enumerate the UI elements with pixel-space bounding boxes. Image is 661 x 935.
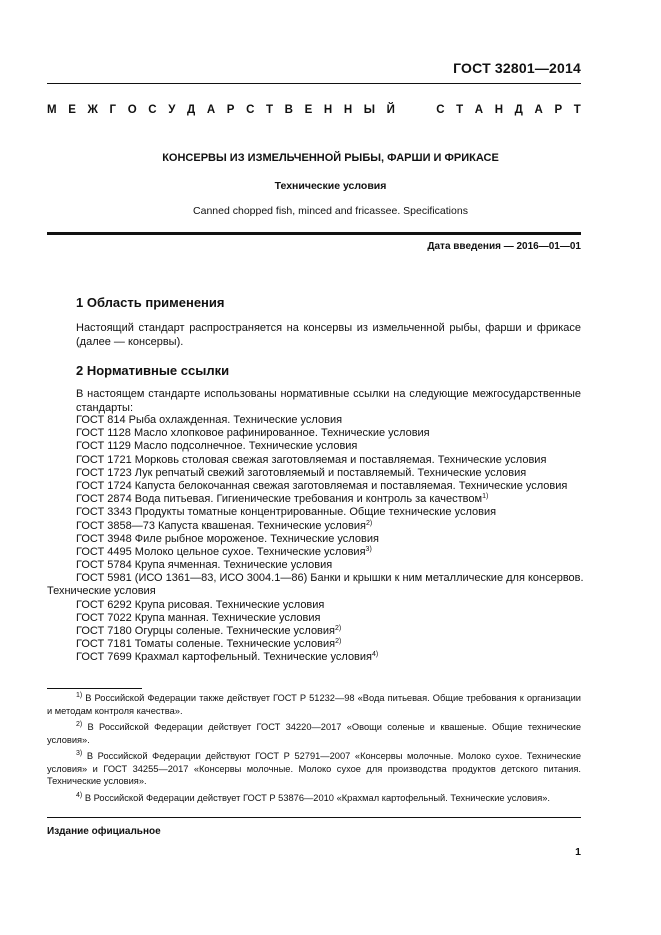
- heading-letter: Е: [68, 104, 76, 116]
- footnote-marker: 4): [372, 651, 379, 659]
- reference-text: ГОСТ 3858—73 Капуста квашеная. Технические условия: [76, 519, 366, 532]
- reference-item: [47, 612, 587, 625]
- reference-text: ГОСТ 2874 Вода питьевая. Гигиенические требования и контроль за качеством: [76, 493, 483, 506]
- reference-item: [47, 467, 587, 480]
- heading-letter: А: [534, 104, 543, 116]
- footnote-marker: 1): [482, 493, 489, 501]
- document-subtitle: Технические условия: [274, 180, 387, 192]
- footnote-marker: 2): [335, 638, 342, 646]
- reference-text: ГОСТ 6292 Крупа рисовая. Технические условия: [76, 598, 325, 611]
- reference-text: ГОСТ 814 Рыба охлажденная. Технические условия: [76, 414, 343, 426]
- footnote-number: 2): [76, 721, 83, 728]
- heading-letter: [421, 104, 424, 116]
- bottom-rule: [47, 817, 581, 818]
- footnote-marker: 3): [365, 545, 372, 553]
- footnote-text: В Российской Федерации действуют ГОСТ Р 52791—2007 «Консервы молочные. Молоко сухое. Технические условия» и ГОСТ 34255—2017 «Консервы молочные. Молоко сухое для производства продуктов детского питания. Технические условия».: [47, 751, 581, 786]
- page-number: 1: [575, 846, 581, 858]
- footnote-marker: 2): [335, 625, 342, 633]
- reference-item: [47, 638, 587, 651]
- footnote: [47, 750, 581, 788]
- heading-letter: А: [474, 104, 484, 116]
- heading-letter: С: [246, 104, 255, 116]
- official-edition-label: Издание официальное: [47, 826, 161, 837]
- reference-item: [47, 546, 587, 559]
- reference-text: ГОСТ 5981 (ИСО 1361—83, ИСО 3004.1—86) Банки и крышки к ним металлические для консервов. Технические условия: [47, 572, 584, 598]
- section-2-intro-text: В настоящем стандарте использованы нормативные ссылки на следующие межгосударственные стандарты:: [76, 388, 581, 414]
- heading-letter: С: [436, 104, 445, 116]
- section-2-intro: [47, 387, 581, 415]
- heading-letter: Й: [386, 104, 395, 116]
- heading-letter: Д: [187, 104, 196, 116]
- footnote-text: В Российской Федерации действует ГОСТ Р 53876—2010 «Крахмал картофельный. Технические условия».: [82, 792, 550, 803]
- reference-item: [47, 454, 587, 467]
- section-1-text: [47, 321, 581, 349]
- heading-letter: Г: [109, 104, 117, 116]
- reference-item: [47, 520, 587, 533]
- heading-letter: Ы: [363, 104, 376, 116]
- footnotes: [47, 692, 581, 808]
- heading-letter: Н: [343, 104, 353, 116]
- document-code: ГОСТ 32801—2014: [453, 60, 581, 76]
- footnote: [47, 721, 581, 746]
- reference-item: [47, 480, 587, 493]
- title-rule: [47, 232, 581, 235]
- introduction-date: Дата введения — 2016—01—01: [427, 241, 581, 252]
- heading-letter: Н: [323, 104, 333, 116]
- footnote-text: В Российской Федерации также действует ГОСТ Р 51232—98 «Вода питьевая. Общие требования к организации и методам контроля качества».: [47, 693, 581, 716]
- heading-letter: Т: [573, 104, 581, 116]
- reference-item: [47, 533, 587, 546]
- section-1-heading: 1 Область применения: [76, 295, 225, 310]
- reference-item: [47, 427, 587, 440]
- reference-text: ГОСТ 7180 Огурцы соленые. Технические условия: [76, 625, 336, 638]
- heading-letter: О: [127, 104, 137, 116]
- heading-letter: Е: [304, 104, 313, 116]
- section-2-heading: 2 Нормативные ссылки: [76, 363, 230, 378]
- reference-text: ГОСТ 1724 Капуста белокочанная свежая заготовляемая и поставляемая. Технические условия: [76, 479, 568, 492]
- reference-text: ГОСТ 1128 Масло хлопковое рафинированное. Технические условия: [76, 427, 430, 440]
- english-title: Canned chopped fish, minced and fricassee. Specifications: [193, 205, 468, 217]
- heading-letter: С: [148, 104, 157, 116]
- reference-text: ГОСТ 4495 Молоко цельное сухое. Технические условия: [76, 545, 366, 558]
- reference-item: [47, 572, 587, 598]
- heading-letter: [407, 104, 410, 116]
- footnote: [47, 792, 581, 805]
- footnote: [47, 692, 581, 717]
- heading-letter: М: [47, 104, 57, 116]
- reference-text: ГОСТ 7022 Крупа манная. Технические условия: [76, 611, 321, 624]
- reference-text: ГОСТ 1723 Лук репчатый свежий заготовляемый и поставляемый. Технические условия: [76, 466, 527, 479]
- footnote-text: В Российской Федерации действует ГОСТ 34220—2017 «Овощи соленые и квашеные. Общие технические условия».: [47, 722, 581, 745]
- reference-text: ГОСТ 7699 Крахмал картофельный. Технические условия: [76, 651, 373, 664]
- heading-letter: А: [206, 104, 216, 116]
- footnote-number: 1): [76, 692, 83, 699]
- normative-references-list: [47, 414, 587, 665]
- section-1-paragraph: Настоящий стандарт распространяется на консервы из измельченной рыбы, фарши и фрикасе (далее — консервы).: [76, 322, 581, 348]
- top-rule: [47, 83, 581, 84]
- footnote-number: 3): [76, 750, 83, 757]
- reference-text: ГОСТ 1129 Масло подсолнечное. Технические условия: [76, 440, 358, 453]
- heading-letter: В: [284, 104, 293, 116]
- reference-text: ГОСТ 1721 Морковь столовая свежая заготовляемая и поставляемая. Технические условия: [76, 453, 547, 466]
- heading-letter: Т: [266, 104, 274, 116]
- reference-item: [47, 559, 587, 572]
- footnote-number: 4): [76, 791, 83, 799]
- reference-text: ГОСТ 7181 Томаты соленые. Технические условия: [76, 638, 336, 651]
- reference-item: [47, 440, 587, 453]
- reference-item: [47, 625, 587, 638]
- reference-item: [47, 651, 587, 664]
- reference-item: [47, 599, 587, 612]
- heading-letter: Т: [456, 104, 464, 116]
- standard-kind-heading: [47, 104, 581, 116]
- heading-letter: Р: [554, 104, 563, 116]
- reference-item: [47, 493, 587, 506]
- reference-item: [47, 506, 587, 519]
- document-title: КОНСЕРВЫ ИЗ ИЗМЕЛЬЧЕННОЙ РЫБЫ, ФАРШИ И ФРИКАСЕ: [162, 152, 499, 164]
- reference-text: ГОСТ 3343 Продукты томатные концентрированные. Общие технические условия: [76, 506, 497, 519]
- reference-text: ГОСТ 3948 Филе рыбное мороженое. Технические условия: [76, 532, 379, 545]
- reference-item: [47, 414, 587, 427]
- footnote-rule: [47, 688, 142, 689]
- heading-letter: Д: [514, 104, 523, 116]
- heading-letter: Н: [494, 104, 504, 116]
- heading-letter: Ж: [87, 104, 98, 116]
- heading-letter: У: [168, 104, 176, 116]
- footnote-marker: 2): [365, 519, 373, 527]
- heading-letter: Р: [226, 104, 235, 116]
- reference-text: ГОСТ 5784 Крупа ячменная. Технические условия: [76, 559, 333, 572]
